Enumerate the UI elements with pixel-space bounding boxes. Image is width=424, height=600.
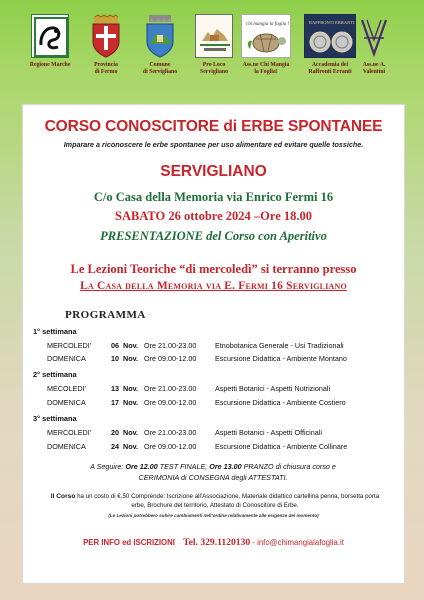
seguire-text-1: TEST FINALE, <box>157 462 210 471</box>
row-date-number: 20 <box>111 428 119 437</box>
week-label: 2° settimana <box>33 370 77 379</box>
row-month: Nov. <box>123 341 139 350</box>
seguire-time-2: Ore 13.00 <box>209 462 242 471</box>
row-time: Ore 21.00-23.00 <box>144 384 197 393</box>
marche-region-logo-icon <box>31 14 69 58</box>
week-label: 3° settimana <box>33 414 77 423</box>
row-time: Ore 09.00-12.00 <box>144 354 197 363</box>
lessons-line: Le Lezioni Teoriche “di mercoledì” si terranno presso <box>70 262 357 276</box>
row-time: Ore 09.00-12.00 <box>144 398 197 407</box>
logo-regione-marche <box>22 10 78 69</box>
schedule-row <box>47 442 387 452</box>
cost-text: ha un costo di €.50 Comprende: Iscrizione all'Associazione, Materiale didattico cartellina penna, borsetta porta erbe, Brochure del territorio, Attestato di Conoscitore di Erbe. <box>75 493 380 509</box>
schedule-row <box>47 354 387 364</box>
seguire-prefix: A Seguire: <box>90 462 126 471</box>
poster-panel <box>22 104 405 584</box>
row-description: Aspetti Botanici - Aspetti Nutrizionali <box>215 384 331 393</box>
row-description: Aspetti Botanici - Aspetti Officinali <box>215 428 322 437</box>
row-date-number: 13 <box>111 384 119 393</box>
fermo-province-crest-icon <box>87 14 125 58</box>
row-day: MERCOLEDI' <box>47 428 92 437</box>
row-time: Ore 09.00-12.00 <box>144 442 197 451</box>
row-date-number: 17 <box>111 398 119 407</box>
logo-caption: Comune di Servigliano <box>142 62 178 75</box>
phone-number: Tel. 329.1120130 <box>183 537 251 548</box>
logo-caption: Regione Marche <box>29 62 71 68</box>
row-date-number: 10 <box>111 354 119 363</box>
row-day: DOMENICA <box>47 442 86 451</box>
schedule-row <box>47 341 387 351</box>
servigliano-crest-icon <box>141 14 179 58</box>
logo-comune-servigliano <box>132 10 188 76</box>
logo-provincia-fermo <box>78 10 134 76</box>
venue-address: C/o Casa della Memoria via Enrico Fermi 16 <box>93 190 334 204</box>
row-description: Etnobotanica Generale - Usi Tradizionali <box>215 341 344 350</box>
logo-caption: Provincia di Fermo <box>94 62 118 75</box>
logo-caption: Ass.ne Chi Mangia la Foglia! <box>242 62 290 75</box>
row-date-number: 06 <box>111 341 119 350</box>
row-day: DOMENICA <box>47 354 86 363</box>
pro-loco-logo-icon <box>195 14 233 58</box>
logo-caption: Accademia dei Raffronti Erranti <box>308 62 352 75</box>
changes-note: (Le Lezioni potrebbero subire cambiamenti nell’ordine relativamente alle esigenze del momento) <box>108 513 319 518</box>
svg-text:chi mangia la foglia !: chi mangia la foglia ! <box>246 22 290 27</box>
row-month: Nov. <box>123 428 139 437</box>
schedule-row <box>47 384 387 394</box>
row-time: Ore 21.00-23.00 <box>144 341 197 350</box>
final-test-note <box>53 461 373 483</box>
row-description: Escursione Didattica - Ambiente Costiero <box>215 398 346 407</box>
course-subtitle: Imparare a riconoscere le erbe spontanee per uso alimentare ed evitare quelle tossiche. <box>63 140 364 149</box>
presentation-line: PRESENTAZIONE del Corso con Aperitivo <box>100 229 327 243</box>
city-title: SERVIGLIANO <box>160 163 267 180</box>
row-description: Escursione Didattica - Ambiente Montano <box>215 354 347 363</box>
turtle-logo-icon <box>241 14 291 58</box>
course-cost <box>47 492 383 510</box>
event-date: SABATO 26 ottobre 2024 –Ore 18.00 <box>115 209 312 223</box>
row-time: Ore 21.00-23.00 <box>144 428 197 437</box>
logo-valentini <box>346 10 402 76</box>
logo-row <box>0 10 424 100</box>
seguire-line-2: CERIMONIA di CONSEGNA degli ATTESTATI. <box>138 473 288 482</box>
logo-caption: Pro Loco Servigliano <box>199 62 229 75</box>
email-address: - info@chimangialafoglia.it <box>252 538 344 547</box>
row-month: Nov. <box>123 442 139 451</box>
seguire-text-2: PRANZO di chiusura corso e <box>241 462 336 471</box>
row-month: Nov. <box>123 384 139 393</box>
row-description: Escursione Didattica - Ambiente Collinare <box>215 442 348 451</box>
schedule-row <box>47 398 387 408</box>
av-monogram-logo-icon <box>355 14 393 58</box>
row-month: Nov. <box>123 354 139 363</box>
course-title: CORSO CONOSCITORE di ERBE SPONTANEE <box>44 118 383 135</box>
week-label: 1° settimana <box>33 327 77 336</box>
logo-chi-mangia-la-foglia <box>234 10 298 76</box>
contact-info <box>23 537 404 548</box>
svg-text:RAFFRONTI ERRANTI: RAFFRONTI ERRANTI <box>309 20 355 25</box>
info-label: PER INFO ed ISCRIZIONI <box>83 538 175 547</box>
row-day: DOMENICA <box>47 398 86 407</box>
row-month: Nov. <box>123 398 139 407</box>
row-day: MECOLEDI' <box>47 384 86 393</box>
cost-lead: Il Corso <box>50 493 76 500</box>
row-date-number: 24 <box>111 442 119 451</box>
program-title: PROGRAMMA <box>65 309 146 321</box>
seguire-time-1: Ore 12.00 <box>125 462 158 471</box>
schedule-row <box>47 428 387 438</box>
logo-caption: Ass.ne A. Valentini <box>362 62 386 75</box>
lessons-venue: La Casa della Memoria via E. Fermi 16 Servigliano <box>80 280 347 292</box>
row-day: MERCOLEDI' <box>47 341 92 350</box>
